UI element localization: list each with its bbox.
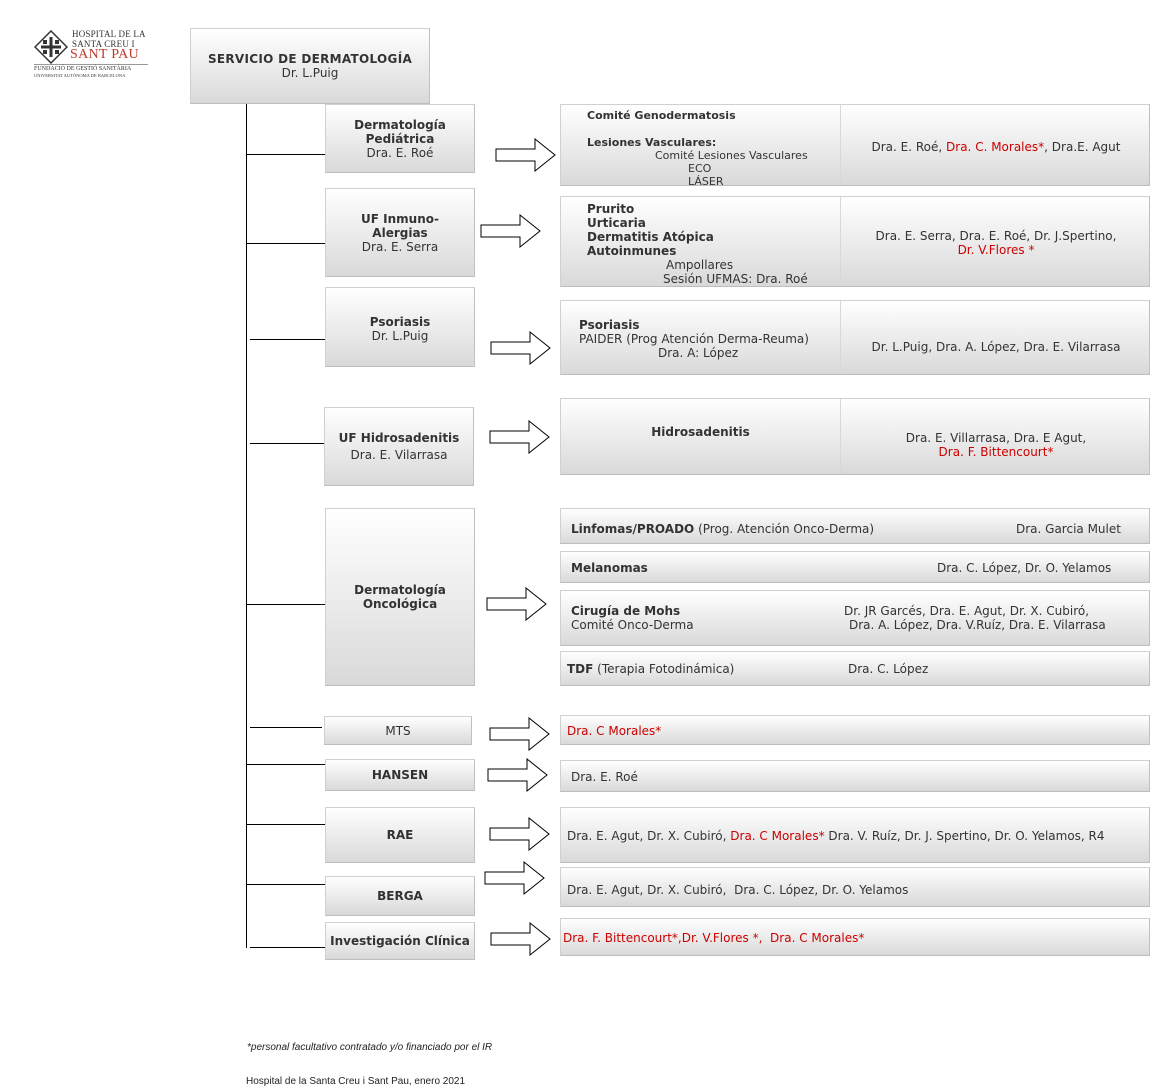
detail-rae <box>560 807 1150 863</box>
unit-invest-name: Investigación Clínica <box>330 934 470 948</box>
unit-berga <box>325 876 475 916</box>
logo-divider <box>34 64 148 65</box>
unit-berga-name: BERGA <box>377 889 423 903</box>
unit-mts <box>324 716 472 745</box>
onco-row-4-title: TDF <box>567 662 594 676</box>
unit-invest <box>325 922 475 960</box>
arrow-mts-icon <box>489 717 551 751</box>
detail-inmuno-staff-2: Dr. V.Flores * <box>957 243 1035 257</box>
unit-psoriasis-head: Dr. L.Puig <box>371 329 429 343</box>
connector-invest <box>250 947 325 948</box>
detail-psoriasis-line-3: Dra. A: López <box>658 346 739 360</box>
onco-row-1-desc: (Prog. Atención Onco-Derma) <box>694 522 875 536</box>
detail-hidro-staff-2: Dra. F. Bittencourt* <box>938 445 1054 459</box>
detail-onco-row-4-staff: Dra. C. López <box>848 662 929 676</box>
logo-line-1: HOSPITAL DE LA <box>72 29 146 39</box>
onco-row-1-title: Linfomas/PROADO <box>571 522 695 536</box>
connector-mts <box>250 727 322 728</box>
detail-berga-staff: Dra. E. Agut, Dr. X. Cubiró, Dra. C. López, Dr. O. Yelamos <box>567 883 909 897</box>
unit-pediatrica <box>325 104 475 173</box>
detail-hidro <box>560 398 1150 475</box>
detail-pediatrica-line-5: LÁSER <box>688 175 724 188</box>
connector-hidro <box>250 443 324 444</box>
detail-hidro-line-1: Hidrosadenitis <box>651 425 750 439</box>
unit-psoriasis-name: Psoriasis <box>369 315 431 329</box>
service-box <box>190 28 430 104</box>
unit-hansen-name: HANSEN <box>371 768 429 782</box>
arrow-onco-icon <box>486 587 548 621</box>
connector-rae <box>246 824 325 825</box>
unit-pediatrica-name-1: Dermatología <box>354 117 446 132</box>
detail-inmuno-line-6: Sesión UFMAS: Dra. Roé <box>663 272 808 286</box>
logo-line-2: SANTA CREU I <box>72 39 135 49</box>
unit-rae <box>325 807 475 863</box>
onco-row-4-desc: (Terapia Fotodinámica) <box>593 662 735 676</box>
arrow-rae-icon <box>489 817 551 851</box>
arrow-hansen-icon <box>487 758 549 792</box>
staff-text: Dra. E. Agut, Dr. X. Cubiró, <box>567 829 731 843</box>
staff-text: Dra. E. Roé, <box>871 140 947 154</box>
detail-onco-row-2 <box>560 551 1150 583</box>
detail-onco-row-4-label <box>567 662 734 676</box>
detail-pediatrica-staff <box>841 140 1151 154</box>
detail-pediatrica-line-2: Lesiones Vasculares: <box>587 136 717 149</box>
arrow-invest-icon <box>490 922 552 956</box>
detail-inmuno-line-3: Dermatitis Atópica <box>587 230 714 244</box>
service-title: SERVICIO DE DERMATOLOGÍA <box>207 52 413 66</box>
logo-line-3: SANT PAU <box>70 47 139 62</box>
staff-text: , Dra.E. Agut <box>1044 140 1121 154</box>
unit-pediatrica-name-2: Pediátrica <box>365 131 435 146</box>
detail-mts <box>560 715 1150 745</box>
detail-inmuno-line-2: Urticaria <box>587 216 646 230</box>
detail-onco-row-3-label: Cirugía de Mohs <box>571 604 681 618</box>
detail-inmuno <box>560 196 1150 287</box>
unit-hansen <box>325 759 475 791</box>
logo-line-5: UNIVERSITAT AUTÒNOMA DE BARCELONA <box>34 73 126 78</box>
detail-inmuno-line-5: Ampollares <box>666 258 734 272</box>
detail-onco-row-3-staff-2: Dra. A. López, Dra. V.Ruíz, Dra. E. Vilarrasa <box>849 618 1106 632</box>
cross-emblem-icon <box>34 30 68 64</box>
unit-onco-name-2: Oncológica <box>362 597 438 611</box>
unit-rae-name: RAE <box>386 828 414 842</box>
service-head: Dr. L.Puig <box>281 66 339 80</box>
detail-pediatrica-line-1: Comité Genodermatosis <box>587 109 736 122</box>
arrow-psoriasis-icon <box>490 331 552 365</box>
detail-pediatrica-line-3: Comité Lesiones Vasculares <box>655 149 808 162</box>
footnote: *personal facultativo contratado y/o financiado por el IR <box>247 1042 493 1053</box>
unit-inmuno-head: Dra. E. Serra <box>361 239 439 254</box>
detail-hansen-staff: Dra. E. Roé <box>571 770 638 784</box>
detail-onco-row-3-sub: Comité Onco-Derma <box>571 618 694 632</box>
unit-pediatrica-head: Dra. E. Roé <box>366 145 434 160</box>
staff-highlight: Dra. C. Morales* <box>946 140 1045 154</box>
detail-onco-row-1-label <box>571 522 874 536</box>
detail-rae-staff <box>567 829 1105 843</box>
detail-onco-row-2-label: Melanomas <box>571 561 648 575</box>
detail-onco-row-3-staff-1: Dr. JR Garcés, Dra. E. Agut, Dr. X. Cubiró, <box>844 604 1090 618</box>
connector-onco <box>246 604 325 605</box>
detail-onco-row-2-staff: Dra. C. López, Dr. O. Yelamos <box>937 561 1112 575</box>
unit-hidro <box>324 407 474 486</box>
unit-psoriasis <box>325 287 475 367</box>
trunk-line <box>246 104 247 948</box>
connector-psoriasis <box>250 339 325 340</box>
detail-onco-row-3 <box>560 590 1150 646</box>
detail-onco-row-4 <box>560 651 1150 686</box>
detail-psoriasis-staff: Dr. L.Puig, Dra. A. López, Dra. E. Vilarrasa <box>871 340 1121 354</box>
detail-inmuno-staff-1: Dra. E. Serra, Dra. E. Roé, Dr. J.Spertino, <box>875 229 1117 243</box>
unit-onco <box>325 508 475 686</box>
unit-mts-name: MTS <box>385 723 411 738</box>
unit-inmuno-name-1: UF Inmuno- <box>361 211 439 226</box>
detail-inmuno-line-1: Prurito <box>587 202 635 216</box>
unit-inmuno-name-2: Alergias <box>372 225 428 240</box>
arrow-hidro-icon <box>489 420 551 454</box>
hospital-logo <box>34 28 154 80</box>
arrow-pediatrica-icon <box>495 138 557 172</box>
detail-pediatrica-line-4: ECO <box>688 162 712 175</box>
detail-hidro-staff-1: Dra. E. Villarrasa, Dra. E Agut, <box>905 431 1087 445</box>
staff-text: Dra. V. Ruíz, Dr. J. Spertino, Dr. O. Yelamos, R4 <box>824 829 1105 843</box>
detail-onco-row-1 <box>560 508 1150 544</box>
detail-berga <box>560 867 1150 907</box>
detail-psoriasis <box>560 300 1150 375</box>
detail-pediatrica <box>560 104 1150 186</box>
detail-onco-row-1-staff: Dra. Garcia Mulet <box>1016 522 1121 536</box>
unit-hidro-head: Dra. E. Vilarrasa <box>350 448 448 462</box>
staff-highlight: Dra. C Morales* <box>730 829 825 843</box>
detail-psoriasis-line-1: Psoriasis <box>579 318 640 332</box>
unit-inmuno <box>325 188 475 277</box>
detail-psoriasis-line-2: PAIDER (Prog Atención Derma-Reuma) <box>579 332 809 346</box>
detail-inmuno-line-4: Autoinmunes <box>587 244 677 258</box>
unit-onco-name-1: Dermatología <box>354 583 446 597</box>
connector-inmuno <box>246 243 325 244</box>
connector-berga <box>246 884 325 885</box>
detail-hansen <box>560 760 1150 792</box>
connector-hansen <box>246 764 325 765</box>
logo-line-4: FUNDACIÓ DE GESTIÓ SANITÀRIA <box>34 66 132 72</box>
arrow-berga-icon <box>484 861 546 895</box>
source-line: Hospital de la Santa Creu i Sant Pau, enero 2021 <box>246 1076 466 1087</box>
detail-invest <box>560 918 1150 956</box>
unit-hidro-name: UF Hidrosadenitis <box>338 431 460 445</box>
detail-mts-staff: Dra. C Morales* <box>567 724 662 738</box>
connector-pediatrica <box>246 154 325 155</box>
detail-invest-staff: Dra. F. Bittencourt*,Dr. V.Flores *, Dra. C Morales* <box>563 931 865 945</box>
arrow-inmuno-icon <box>480 214 542 248</box>
detail-psoriasis-divider <box>840 301 841 374</box>
